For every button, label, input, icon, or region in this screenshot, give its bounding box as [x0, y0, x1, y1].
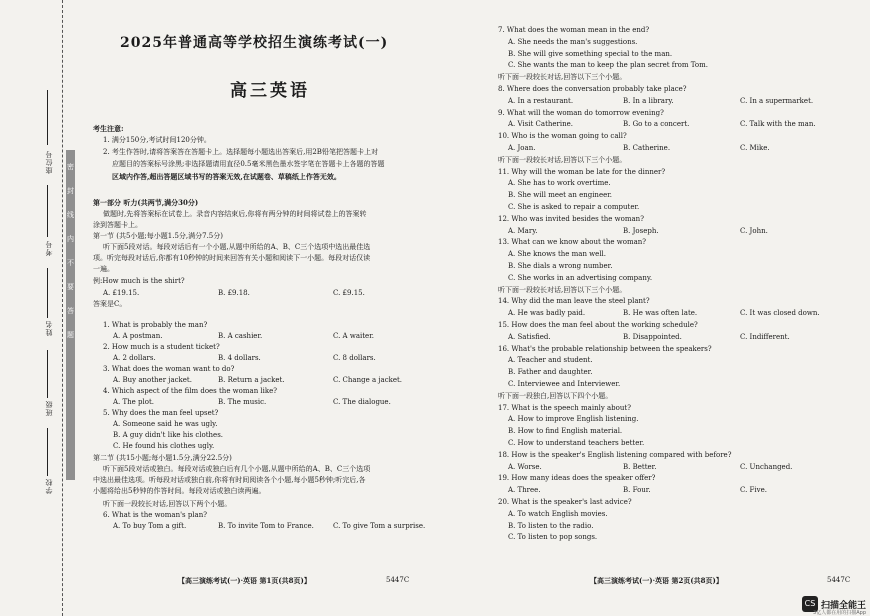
section2-directions: 中选出最佳选项。听每段对话或独白前,你将有时间阅读各个小题,每小题5秒钟;听完后,各: [93, 476, 366, 484]
option: B. Four.: [623, 486, 651, 495]
section2-directions: 小题将给出5秒钟的作答时间。每段对话或独白读两遍。: [93, 487, 266, 495]
option: A. Buy another jacket.: [113, 376, 192, 384]
name-label: 姓名: [45, 320, 53, 336]
option: B. To listen to the radio.: [508, 521, 594, 530]
seal-char: 密: [67, 163, 74, 171]
option: A. Visit Catherine.: [508, 120, 573, 129]
example-option: C. £9.15.: [333, 289, 365, 297]
question: 2. How much is a student ticket?: [103, 343, 220, 351]
question: 10. Who is the woman going to call?: [498, 132, 627, 141]
camscanner-logo-icon: CS: [802, 596, 818, 612]
question: 20. What is the speaker's last advice?: [498, 498, 632, 506]
seal-char: 不: [67, 259, 74, 267]
question: 5. Why does the man feel upset?: [103, 409, 219, 417]
option: A. Three.: [508, 486, 541, 495]
question: 3. What does the woman want to do?: [103, 365, 235, 373]
option: B. She will give something special to the man.: [508, 49, 673, 58]
section1-directions: 听下面5段对话。每段对话后有一个小题,从题中所给的A、B、C三个选项中选出最佳选: [103, 243, 371, 251]
question: 17. What is the speech mainly about?: [498, 403, 631, 412]
school-line: [47, 428, 48, 476]
scanner-tagline: 3亿人都在用的扫描App: [813, 610, 866, 616]
listen-instruction: 听下面一段较长对话,回答以下三个小题。: [498, 285, 627, 294]
option: C. The dialogue.: [333, 398, 391, 406]
option: C. It was closed down.: [740, 309, 820, 318]
school-label: 学校: [45, 478, 53, 494]
option: A. How to improve English listening.: [508, 415, 639, 424]
right-page: [435, 0, 870, 616]
example-question: 例:How much is the shirt?: [93, 277, 185, 285]
option: A. Someone said he was ugly.: [113, 420, 218, 428]
notice-item: 1. 满分150分,考试时间120分钟。: [103, 136, 211, 144]
name-line: [47, 268, 48, 318]
part1-intro: 做题时,先将答案标在试卷上。录音内容结束后,你将有两分钟的时间将试卷上的答案转: [103, 210, 367, 218]
option: B. 4 dollars.: [218, 354, 261, 362]
option: A. In a restaurant.: [508, 96, 574, 105]
question: 8. Where does the conversation probably take place?: [498, 85, 687, 93]
option: A. To buy Tom a gift.: [113, 522, 187, 530]
listen-instruction: 听下面一段较长对话,回答以下三个小题。: [498, 73, 627, 82]
page-footer: 【高三演练考试(一)·英语 第1页(共8页)】: [178, 576, 311, 585]
option: B. Go to a concert.: [623, 120, 690, 129]
seal-char: 封: [67, 187, 74, 195]
section1-directions: 一遍。: [93, 265, 114, 273]
option: C. Interviewee and Interviewer.: [508, 380, 621, 388]
scanner-name: 扫描全能王: [820, 600, 866, 611]
seal-char: 要: [67, 283, 74, 291]
option: C. She wants the man to keep the plan secret from Tom.: [508, 61, 708, 70]
option: A. The plot.: [113, 398, 155, 406]
page-footer: 【高三演练考试(一)·英语 第2页(共8页)】: [590, 576, 723, 585]
option: C. Unchanged.: [740, 462, 793, 471]
exam-code: 5447C: [827, 576, 851, 584]
exam-title: 2025年普通高等学校招生演练考试(一): [120, 35, 389, 51]
option: B. Better.: [623, 462, 657, 471]
option: C. She works in an advertising company.: [508, 273, 653, 282]
question: 4. Which aspect of the film does the woman like?: [103, 387, 278, 395]
question: 1. What is probably the man?: [103, 321, 208, 329]
question: 11. Why will the woman be late for the dinner?: [498, 167, 666, 176]
section1-heading: 第一节 (共5小题;每小题1.5分,满分7.5分): [93, 232, 223, 240]
notice-item: 应题目的答案标号涂黑;非选择题请用直径0.5毫米黑色墨水签字笔在答题卡上各题的答题: [112, 160, 385, 168]
listen-instruction: 听下面一段较长对话,回答以下三个小题。: [498, 155, 627, 164]
option: C. Change a jacket.: [333, 376, 403, 384]
option: B. Father and daughter.: [508, 368, 593, 377]
seal-char: 题: [67, 331, 74, 339]
option: B. She will meet an engineer.: [508, 191, 613, 200]
option: C. She is asked to repair a computer.: [508, 203, 640, 211]
option: B. Return a jacket.: [218, 376, 285, 384]
seal-strip: [66, 150, 75, 480]
example-option: B. £9.18.: [218, 289, 250, 297]
option: A. Worse.: [508, 462, 542, 471]
part1-intro: 涂到答题卡上。: [93, 221, 142, 229]
question: 7. What does the woman mean in the end?: [498, 26, 650, 34]
question: 18. How is the speaker's English listening compared with before?: [498, 450, 732, 459]
listen-instruction: 听下面一段独白,回答以下四个小题。: [498, 391, 613, 400]
option: B. The music.: [218, 398, 267, 406]
notice-item: 区域内作答,超出答题区域书写的答案无效,在试题卷、草稿纸上作答无效。: [112, 172, 341, 181]
subject-title: 高三英语: [230, 81, 310, 101]
option: A. He was badly paid.: [508, 309, 586, 318]
seat-no-line: [47, 90, 48, 145]
option: C. A waiter.: [333, 332, 374, 340]
option: B. He was often late.: [623, 309, 698, 318]
option: C. John.: [740, 226, 768, 235]
question: 15. How does the man feel about the working schedule?: [498, 321, 698, 329]
example-option: A. £19.15.: [103, 289, 140, 297]
notice-item: 2. 考生作答时,请将答案答在答题卡上。选择题每小题选出答案后,用2B铅笔把答题卡上对: [103, 148, 378, 156]
option: A. She has to work overtime.: [508, 179, 611, 188]
seat-no-label: 座位号: [45, 150, 53, 174]
question: 19. How many ideas does the speaker offer?: [498, 474, 656, 483]
class-label: 班级: [45, 400, 53, 416]
option: A. A postman.: [113, 332, 163, 340]
option: B. Joseph.: [623, 226, 659, 235]
seal-char: 答: [67, 307, 74, 315]
option: A. She needs the man's suggestions.: [508, 37, 638, 46]
part1-heading: 第一部分 听力(共两节,满分30分): [93, 198, 199, 207]
option: C. Mike.: [740, 144, 770, 152]
option: B. In a library.: [623, 96, 674, 105]
option: A. Satisfied.: [508, 332, 551, 341]
option: A. To watch English movies.: [508, 509, 608, 518]
option: C. How to understand teachers better.: [508, 439, 645, 447]
notice-heading: 考生注意:: [93, 124, 124, 133]
question: 14. Why did the man leave the steel plant?: [498, 297, 650, 306]
option: B. A cashier.: [218, 332, 263, 340]
option: B. To invite Tom to France.: [218, 522, 314, 530]
option: A. 2 dollars.: [113, 354, 156, 362]
option: B. A guy didn't like his clothes.: [113, 431, 224, 439]
option: B. She dials a wrong number.: [508, 262, 613, 270]
example-answer: 答案是C。: [93, 300, 127, 308]
binding-margin: [0, 0, 63, 616]
exam-code: 5447C: [386, 576, 410, 584]
question: 6. What is the woman's plan?: [103, 511, 207, 519]
seal-char: 线: [67, 211, 74, 219]
question: 12. Who was invited besides the woman?: [498, 214, 644, 223]
option: C. To give Tom a surprise.: [333, 522, 426, 530]
option: A. Teacher and student.: [508, 356, 593, 365]
option: C. Five.: [740, 486, 767, 495]
class-line: [47, 350, 48, 398]
option: C. To listen to pop songs.: [508, 533, 598, 542]
option: A. She knows the man well.: [508, 250, 607, 259]
question: 13. What can we know about the woman?: [498, 238, 647, 247]
section1-directions: 项。听完每段对话后,你都有10秒钟的时间来回答有关小题和阅读下一小题。每段对话仅读: [93, 254, 371, 262]
option: C. He found his clothes ugly.: [113, 442, 215, 450]
seal-char: 内: [67, 235, 74, 243]
option: C. Indifferent.: [740, 332, 790, 341]
exam-no-label: 考号: [45, 240, 53, 256]
option: B. How to find English material.: [508, 427, 623, 436]
option: C. 8 dollars.: [333, 354, 376, 362]
listen-instruction: 听下面一段较长对话,回答以下两个小题。: [103, 500, 232, 508]
section2-directions: 听下面5段对话或独白。每段对话或独白后有几个小题,从题中所给的A、B、C三个选项: [103, 465, 371, 473]
exam-no-line: [47, 185, 48, 237]
option: B. Catherine.: [623, 144, 671, 152]
option: C. In a supermarket.: [740, 96, 814, 105]
option: C. Talk with the man.: [740, 120, 816, 129]
option: A. Mary.: [508, 226, 538, 235]
question: 9. What will the woman do tomorrow evening?: [498, 108, 664, 117]
question: 16. What's the probable relationship between the speakers?: [498, 344, 712, 353]
option: A. Joan.: [508, 144, 536, 152]
section2-heading: 第二节 (共15小题;每小题1.5分,满分22.5分): [93, 454, 232, 462]
option: B. Disappointed.: [623, 332, 682, 341]
